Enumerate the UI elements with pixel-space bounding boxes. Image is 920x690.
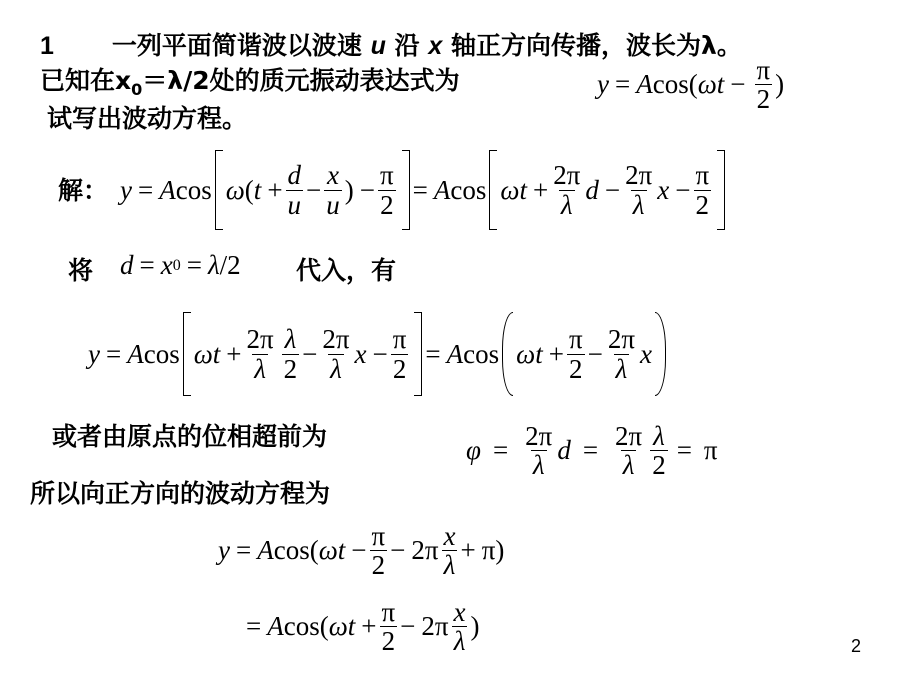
solution-equation-2: y = A cos ωt + $\frac{2\pi}{\lambda}$ $\frac{\lambda}{2}$ − $\frac{2\pi}{\lambda}$ x − $\frac{\pi}{2}$ = A cos ωt + $\frac{\pi}{2}$ − $\frac{2\pi}{\lambda}$ x (88, 312, 669, 396)
problem-line-3: 试写出波动方程。 (47, 104, 248, 133)
page-number: 2 (851, 636, 862, 656)
substitute-text-a: 将 (68, 256, 94, 285)
phase-lead-equation: φ = $\frac{2\pi}{\lambda}$ d = $\frac{2\pi}{\lambda}$ $\frac{\lambda}{2}$ = π (466, 421, 718, 481)
problem-line-2 (40, 68, 460, 98)
substitute-equation: d = x 0 = λ /2 (120, 250, 241, 280)
problem-text-1b: 沿 (394, 31, 420, 60)
solution-equation-1: y = A cos ω ( t + $\frac{d}{u}$ − $\frac{x}{u}$ ) − $\frac{\pi}{2}$ = A cos ωt + $\frac{2\pi}{\lambda}$ d − $\frac{2\pi}{\lambda}$ x − $\frac{\pi}{2}$ (120, 150, 728, 230)
final-label: 所以向正方向的波动方程为 (30, 479, 331, 508)
variable-x: x (428, 32, 443, 60)
solution-label: 解： (58, 176, 109, 205)
problem-text-2a: 已知在x (40, 66, 132, 95)
variable-u: u (370, 32, 386, 60)
problem-text-1c: 轴正方向传播，波长为λ。 (451, 31, 742, 60)
final-equation-line-1: y = A cos( ωt − $\frac{\pi}{2}$ − 2π $\frac{x}{\lambda}$ + π) (218, 521, 505, 581)
phase-lead-label: 或者由原点的位相超前为 (52, 422, 328, 451)
problem-text-1a: 一列平面简谐波以波速 (111, 31, 362, 60)
problem-text-2b: ＝λ/2处的质元振动表达式为 (142, 66, 460, 95)
substitute-text-b: 代入，有 (296, 256, 397, 285)
subscript-zero: 0 (131, 80, 143, 99)
problem-number: 1 (40, 32, 54, 60)
given-vibration-equation: y = A cos( ωt − $\frac{\pi}{2}$ ) (597, 55, 785, 115)
final-equation-line-2: = A cos( ωt + $\frac{\pi}{2}$ − 2π $\frac{x}{\lambda}$ ) (246, 597, 480, 657)
